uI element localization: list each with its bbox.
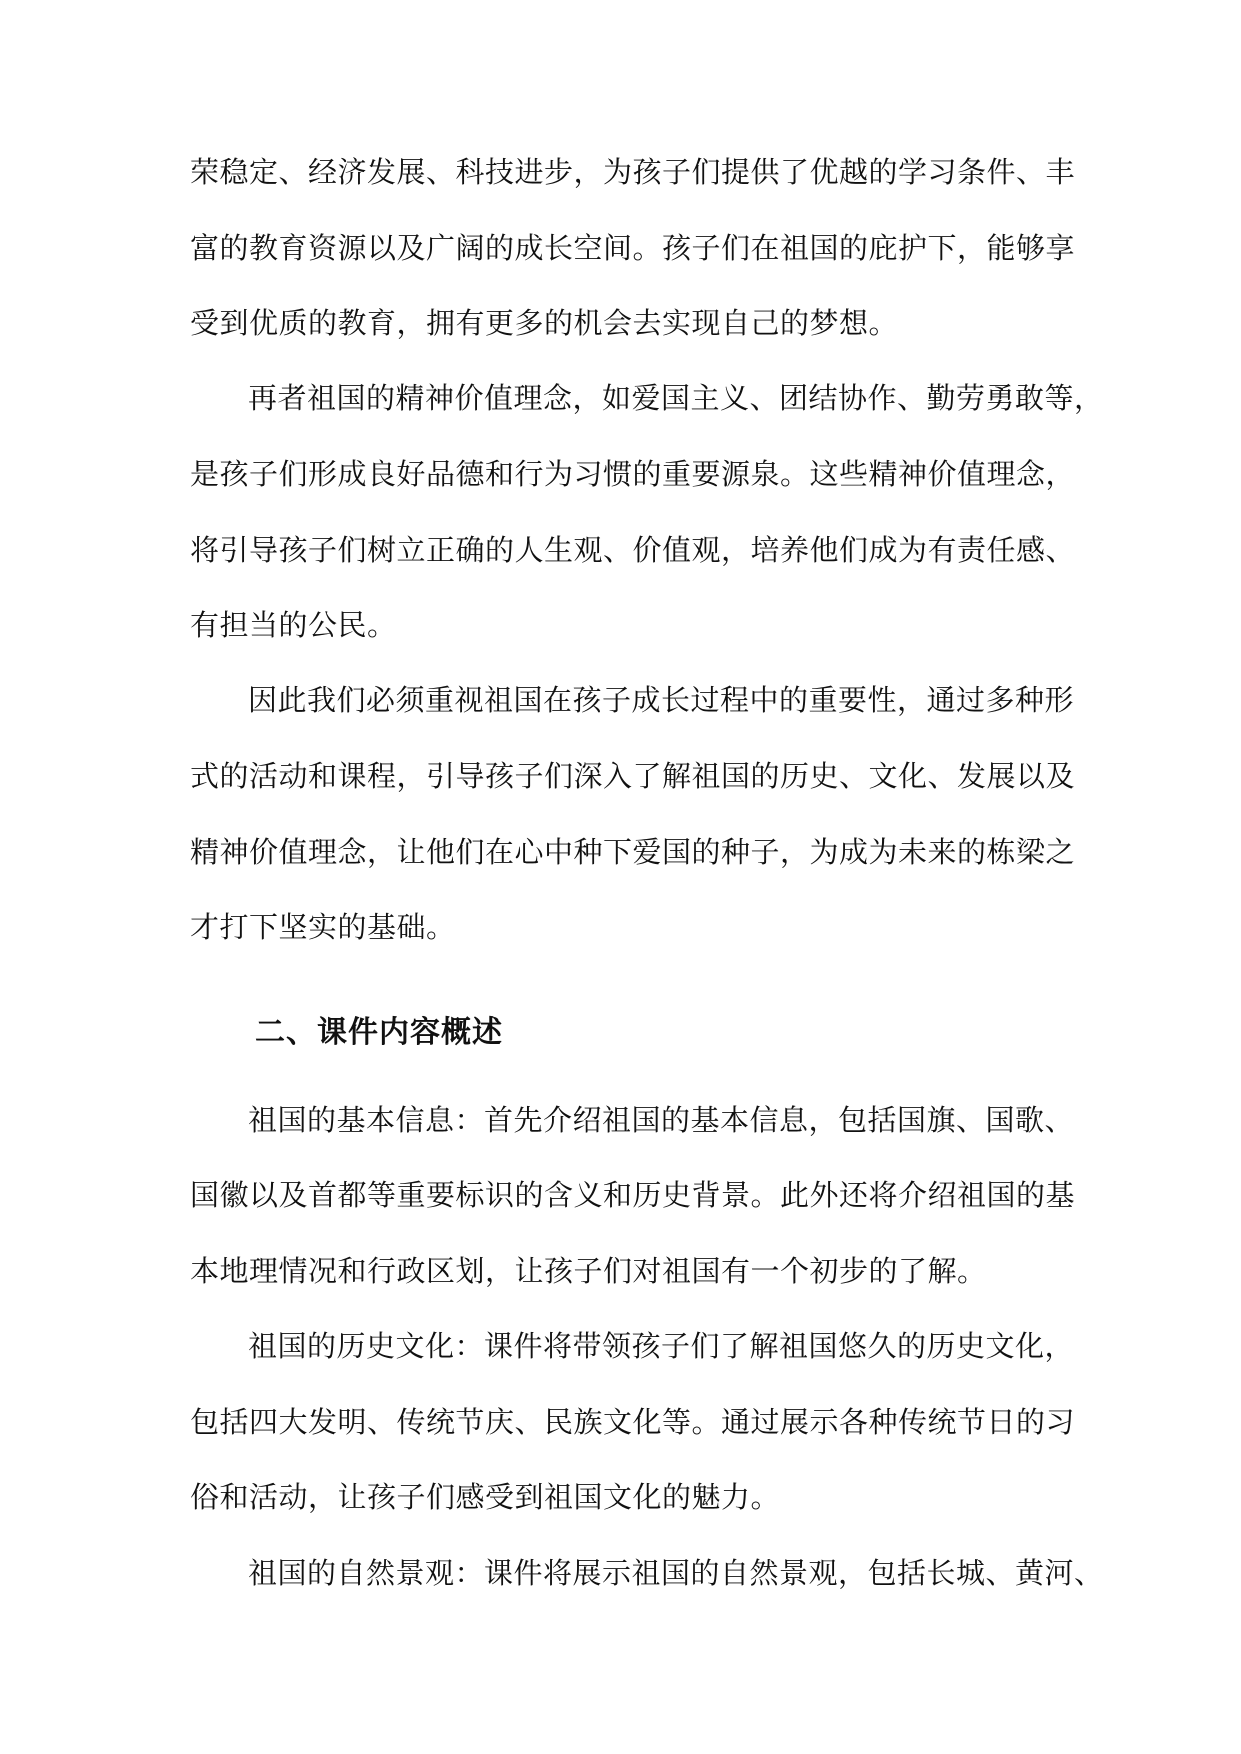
paragraph-2-line-4: 有担当的公民。 bbox=[190, 608, 397, 642]
paragraph-3-line-3: 精神价值理念，让他们在心中种下爱国的种子，为成为未来的栋梁之 bbox=[190, 835, 1076, 869]
section-paragraph-2-line-2: 包括四大发明、传统节庆、民族文化等。通过展示各种传统节日的习 bbox=[190, 1405, 1076, 1439]
section-paragraph-1-line-2: 国徽以及首都等重要标识的含义和历史背景。此外还将介绍祖国的基 bbox=[190, 1178, 1076, 1212]
section-heading: 二、课件内容概述 bbox=[255, 1015, 503, 1050]
paragraph-2-line-1: 再者祖国的精神价值理念，如爱国主义、团结协作、勤劳勇敢等， bbox=[248, 381, 1104, 415]
paragraph-2-line-3: 将引导孩子们树立正确的人生观、价值观，培养他们成为有责任感、 bbox=[190, 533, 1076, 567]
section-paragraph-1-line-3: 本地理情况和行政区划，让孩子们对祖国有一个初步的了解。 bbox=[190, 1254, 987, 1288]
section-paragraph-2-line-3: 俗和活动，让孩子们感受到祖国文化的魅力。 bbox=[190, 1480, 781, 1514]
paragraph-1-line-1: 荣稳定、经济发展、科技进步，为孩子们提供了优越的学习条件、丰 bbox=[190, 155, 1076, 189]
paragraph-1-line-3: 受到优质的教育，拥有更多的机会去实现自己的梦想。 bbox=[190, 306, 899, 340]
paragraph-3-line-4: 才打下坚实的基础。 bbox=[190, 910, 456, 944]
section-paragraph-2-line-1: 祖国的历史文化：课件将带领孩子们了解祖国悠久的历史文化， bbox=[248, 1329, 1075, 1363]
paragraph-1-line-2: 富的教育资源以及广阔的成长空间。孩子们在祖国的庇护下，能够享 bbox=[190, 231, 1076, 265]
paragraph-3-line-1: 因此我们必须重视祖国在孩子成长过程中的重要性，通过多种形 bbox=[248, 683, 1075, 717]
paragraph-2-line-2: 是孩子们形成良好品德和行为习惯的重要源泉。这些精神价值理念， bbox=[190, 457, 1076, 491]
section-paragraph-3-line-1: 祖国的自然景观：课件将展示祖国的自然景观，包括长城、黄河、 bbox=[248, 1556, 1104, 1590]
section-paragraph-1-line-1: 祖国的基本信息：首先介绍祖国的基本信息，包括国旗、国歌、 bbox=[248, 1103, 1075, 1137]
paragraph-3-line-2: 式的活动和课程，引导孩子们深入了解祖国的历史、文化、发展以及 bbox=[190, 759, 1076, 793]
